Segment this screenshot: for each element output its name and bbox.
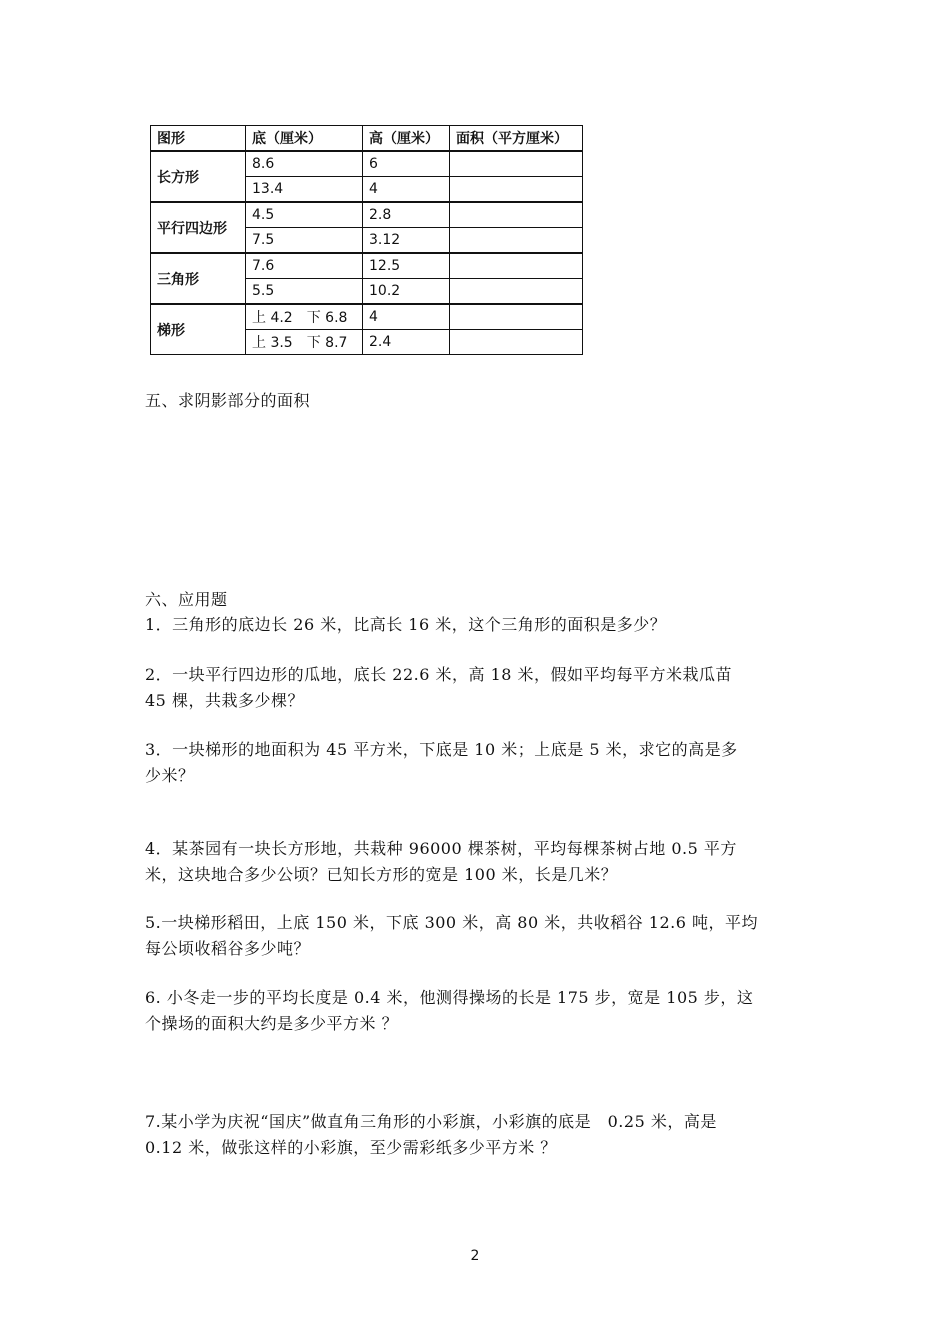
- height-cell: 10.2: [363, 279, 450, 305]
- question-2-line-2: 45 棵，共栽多少棵？: [145, 691, 304, 710]
- question-5-line-2: 每公顷收稻谷多少吨？: [145, 939, 311, 958]
- header-height: 高（厘米）: [363, 126, 450, 152]
- question-7-line-1: 7.某小学为庆祝“国庆”做直角三角形的小彩旗，小彩旗的底是 0.25 米，高是: [145, 1112, 717, 1131]
- base-cell: 上 4.2 下 6.8: [246, 304, 363, 330]
- height-cell: 2.4: [363, 330, 450, 355]
- question-5-line-1: 5.一块梯形稻田，上底 150 米，下底 300 米，高 80 米，共收稻谷 12.6 吨，平均: [145, 913, 759, 932]
- question-4-line-2: 米，这块地合多少公顷？已知长方形的宽是 100 米，长是几米？: [145, 865, 618, 884]
- section-6-title: 六、应用题: [145, 590, 228, 609]
- table-row: [151, 304, 583, 330]
- base-cell: 4.5: [246, 202, 363, 228]
- area-cell[interactable]: [450, 304, 583, 330]
- base-cell: 8.6: [246, 151, 363, 177]
- height-cell: 2.8: [363, 202, 450, 228]
- page-number: 2: [470, 1248, 480, 1264]
- base-cell: 上 3.5 下 8.7: [246, 330, 363, 355]
- shape-cell: 平行四边形: [151, 202, 246, 253]
- shapes-table: [150, 125, 583, 355]
- height-cell: 4: [363, 304, 450, 330]
- shape-cell: 长方形: [151, 151, 246, 202]
- question-2-line-1: 2．一块平行四边形的瓜地，底长 22.6 米，高 18 米，假如平均每平方米栽瓜苗: [145, 665, 733, 684]
- table-row: [151, 151, 583, 177]
- base-cell: 13.4: [246, 177, 363, 203]
- height-cell: 3.12: [363, 228, 450, 254]
- area-cell[interactable]: [450, 151, 583, 177]
- table-row: [151, 253, 583, 279]
- area-cell[interactable]: [450, 279, 583, 305]
- question-7-line-2: 0.12 米，做张这样的小彩旗，至少需彩纸多少平方米 ？: [145, 1138, 557, 1157]
- area-cell[interactable]: [450, 202, 583, 228]
- area-cell[interactable]: [450, 330, 583, 355]
- shape-cell: 梯形: [151, 304, 246, 355]
- header-shape: 图形: [151, 126, 246, 152]
- section-5-title: 五、求阴影部分的面积: [145, 391, 311, 410]
- base-cell: 5.5: [246, 279, 363, 305]
- question-3-line-2: 少米？: [145, 766, 195, 785]
- table-header-row: [151, 126, 583, 152]
- base-cell: 7.5: [246, 228, 363, 254]
- shape-cell: 三角形: [151, 253, 246, 304]
- height-cell: 4: [363, 177, 450, 203]
- table-row: [151, 202, 583, 228]
- question-6-line-1: 6. 小冬走一步的平均长度是 0.4 米，他测得操场的长是 175 步，宽是 105 步，这: [145, 988, 754, 1007]
- area-cell[interactable]: [450, 228, 583, 254]
- header-area: 面积（平方厘米）: [450, 126, 583, 152]
- question-4-line-1: 4．某茶园有一块长方形地，共栽种 96000 棵茶树，平均每棵茶树占地 0.5 平方: [145, 839, 737, 858]
- height-cell: 6: [363, 151, 450, 177]
- header-base: 底（厘米）: [246, 126, 363, 152]
- base-cell: 7.6: [246, 253, 363, 279]
- question-3-line-1: 3．一块梯形的地面积为 45 平方米，下底是 10 米；上底是 5 米，求它的高是多: [145, 740, 738, 759]
- height-cell: 12.5: [363, 253, 450, 279]
- question-1: 1．三角形的底边长 26 米，比高长 16 米，这个三角形的面积是多少？: [145, 615, 667, 634]
- question-6-line-2: 个操场的面积大约是多少平方米 ？: [145, 1014, 399, 1033]
- area-cell[interactable]: [450, 177, 583, 203]
- area-cell[interactable]: [450, 253, 583, 279]
